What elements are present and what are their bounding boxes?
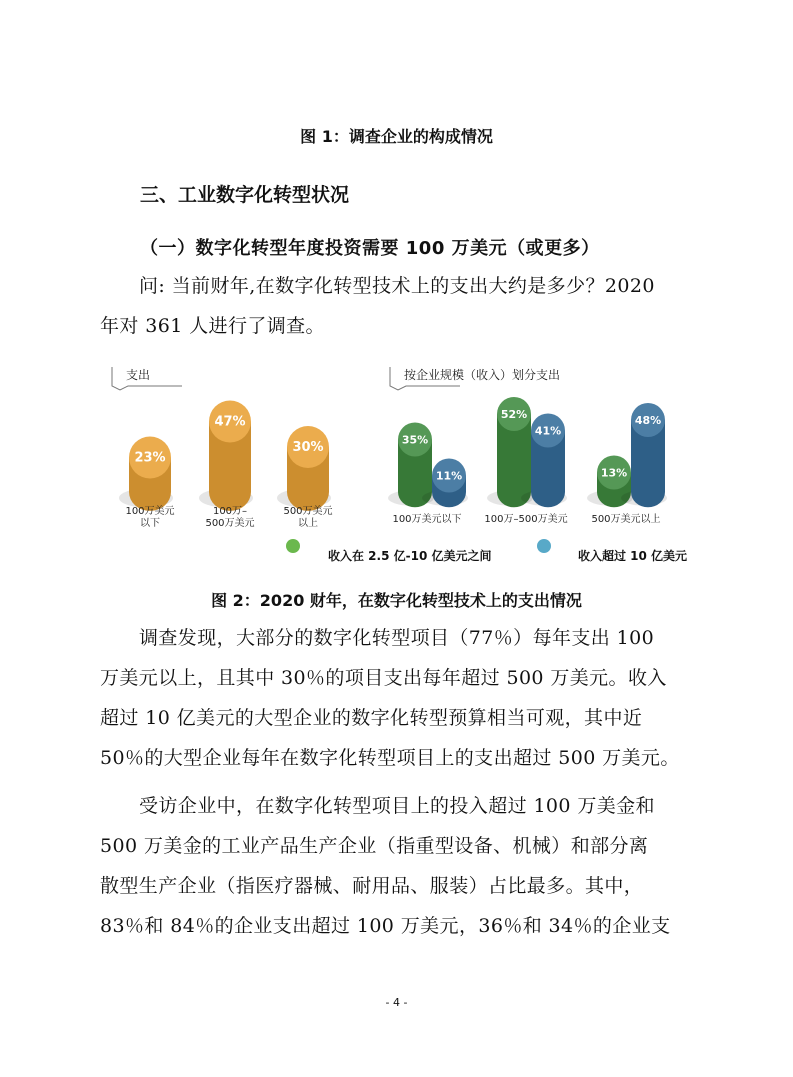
legend-marker — [286, 539, 300, 553]
intro-line: 问: 当前财年,在数字化转型技术上的支出大约是多少？2020 — [139, 275, 655, 297]
legend-label: 收入在 2.5 亿-10 亿美元之间 — [328, 549, 492, 563]
data-label: 23% — [134, 450, 166, 466]
figure-2-caption: 图 2：2020 财年，在数字化转型技术上的支出情况 — [211, 591, 582, 610]
data-label: 41% — [534, 424, 562, 438]
intro-line: 年对 361 人进行了调查。 — [100, 315, 325, 337]
section-heading: 三、工业数字化转型状况 — [140, 184, 350, 206]
page-number: - 4 - — [385, 996, 408, 1009]
legend-label: 收入超过 10 亿美元 — [578, 549, 688, 563]
panel-1-title: 支出 — [126, 368, 151, 382]
body-line: 受访企业中，在数字化转型项目上的投入超过 100 万美金和 — [139, 795, 655, 817]
body-line: 散型生产企业（指医疗器械、耐用品、服装）占比最多。其中， — [100, 875, 644, 897]
body-line: 83％和 84％的企业支出超过 100 万美元，36％和 34％的企业支 — [100, 915, 671, 937]
body-line: 50％的大型企业每年在数字化转型项目上的支出超过 500 万美元。 — [100, 747, 680, 769]
category-label: 500万美元 — [205, 518, 255, 529]
category-label: 500万美元 — [283, 506, 333, 517]
body-line: 超过 10 亿美元的大型企业的数字化转型预算相当可观，其中近 — [100, 707, 643, 729]
body-line: 调查发现，大部分的数字化转型项目（77％）每年支出 100 — [139, 627, 655, 649]
data-label: 13% — [600, 466, 628, 480]
body-paragraph-1 — [100, 618, 700, 778]
category-label: 100万美元 — [125, 506, 175, 517]
category-label: 100万– — [212, 506, 248, 517]
data-label: 47% — [214, 414, 246, 430]
category-label: 以下 — [140, 518, 160, 529]
data-label: 11% — [435, 469, 463, 483]
data-label: 35% — [401, 433, 429, 447]
data-label: 30% — [292, 440, 324, 455]
category-label: 500万美元以上 — [591, 514, 661, 525]
body-line: 万美元以上，且其中 30％的项目支出每年超过 500 万美元。收入 — [100, 667, 667, 689]
category-label: 100万美元以下 — [392, 514, 462, 525]
body-line: 500 万美金的工业产品生产企业（指重型设备、机械）和部分离 — [100, 835, 649, 857]
panel-2-title: 按企业规模（收入）划分支出 — [404, 368, 561, 382]
body-paragraph-2 — [100, 786, 700, 946]
intro-paragraph — [100, 266, 700, 346]
spending-chart — [100, 362, 700, 572]
data-label: 52% — [500, 408, 528, 421]
category-label: 以上 — [298, 518, 318, 529]
legend-marker — [537, 539, 551, 553]
category-label: 100万–500万美元 — [484, 514, 568, 525]
subsection-heading: （一）数字化转型年度投资需要 100 万美元（或更多） — [140, 238, 600, 259]
figure-1-caption: 图 1：调查企业的构成情况 — [300, 127, 493, 146]
data-label: 48% — [634, 414, 662, 427]
